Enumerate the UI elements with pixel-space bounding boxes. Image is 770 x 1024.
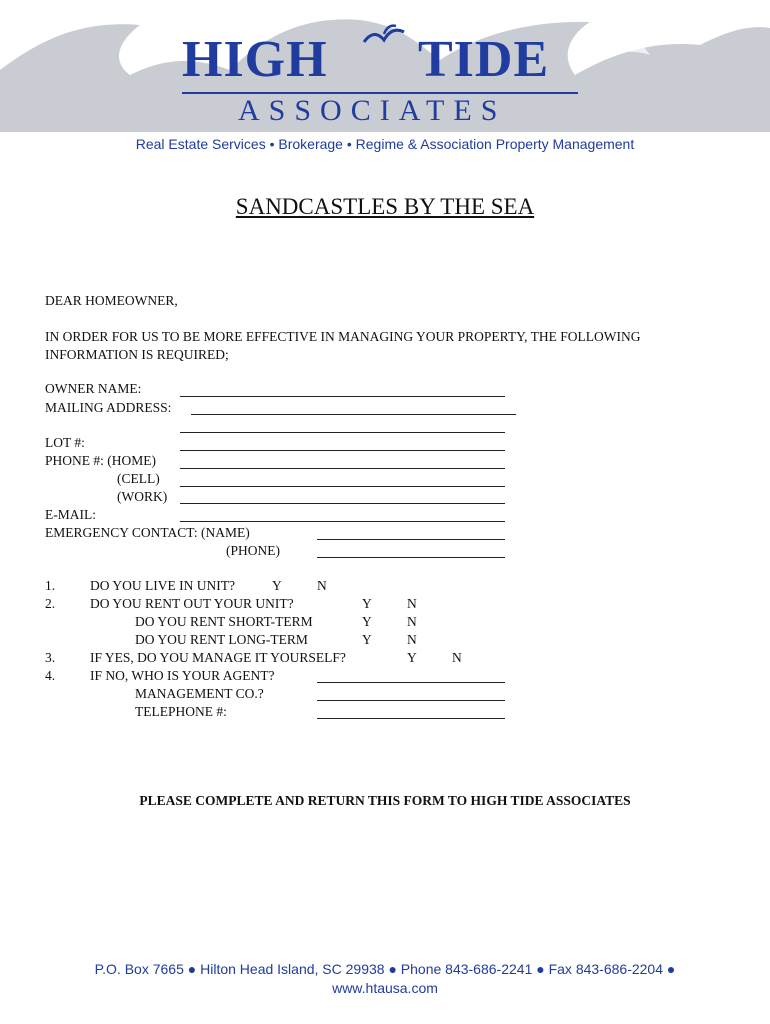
phone-cell-label: (CELL) xyxy=(117,471,160,486)
q2-text: DO YOU RENT OUT YOUR UNIT? xyxy=(90,596,294,611)
q2a-yes[interactable]: Y xyxy=(362,614,372,629)
emergency-phone-field[interactable] xyxy=(317,557,505,558)
page-title: SANDCASTLES BY THE SEA xyxy=(235,194,535,219)
intro-line-2: INFORMATION IS REQUIRED; xyxy=(45,347,229,362)
phone-work-label: (WORK) xyxy=(117,489,168,504)
emergency-name-label: EMERGENCY CONTACT: (NAME) xyxy=(45,525,250,540)
q4b-text: TELEPHONE #: xyxy=(135,704,227,719)
phone-cell-field[interactable] xyxy=(180,486,505,487)
q4b-telephone-field[interactable] xyxy=(317,718,505,719)
tagline: Real Estate Services • Brokerage • Regime & Association Property Management xyxy=(135,136,635,152)
q2-yes[interactable]: Y xyxy=(362,596,372,611)
phone-work-field[interactable] xyxy=(180,503,505,504)
q2b-yes[interactable]: Y xyxy=(362,632,372,647)
q2a-no[interactable]: N xyxy=(407,614,417,629)
q4-number: 4. xyxy=(45,668,56,683)
lot-field[interactable] xyxy=(180,450,505,451)
mailing-address-field[interactable] xyxy=(191,414,516,415)
q1-yes[interactable]: Y xyxy=(272,578,282,593)
closing-instruction: PLEASE COMPLETE AND RETURN THIS FORM TO HIGH TIDE ASSOCIATES xyxy=(139,793,631,808)
q3-no[interactable]: N xyxy=(452,650,462,665)
q4-text: IF NO, WHO IS YOUR AGENT? xyxy=(90,668,275,683)
q4-agent-field[interactable] xyxy=(317,682,505,683)
q1-text: DO YOU LIVE IN UNIT? xyxy=(90,578,235,593)
seagull-icon xyxy=(360,22,410,57)
owner-name-label: OWNER NAME: xyxy=(45,381,142,396)
q2b-no[interactable]: N xyxy=(407,632,417,647)
email-field[interactable] xyxy=(180,521,505,522)
mailing-address-label: MAILING ADDRESS: xyxy=(45,400,172,415)
logo-word-high: HIGH xyxy=(182,31,328,88)
phone-home-label: PHONE #: (HOME) xyxy=(45,453,156,468)
footer-address: P.O. Box 7665 ● Hilton Head Island, SC 29938 ● Phone 843-686-2241 ● Fax 843-686-2204 ● xyxy=(94,961,676,977)
q4a-text: MANAGEMENT CO.? xyxy=(135,686,264,701)
q3-number: 3. xyxy=(45,650,56,665)
emergency-phone-label: (PHONE) xyxy=(226,543,280,558)
email-label: E-MAIL: xyxy=(45,507,96,522)
footer-website[interactable]: www.htausa.com xyxy=(332,980,438,996)
emergency-name-field[interactable] xyxy=(317,539,505,540)
mailing-address-field-2[interactable] xyxy=(180,432,505,433)
q2-no[interactable]: N xyxy=(407,596,417,611)
salutation: DEAR HOMEOWNER, xyxy=(45,293,178,308)
logo-word-tide: TIDE xyxy=(418,31,550,88)
intro-line-1: IN ORDER FOR US TO BE MORE EFFECTIVE IN MANAGING YOUR PROPERTY, THE FOLLOWING xyxy=(45,329,641,344)
logo-subtitle: ASSOCIATES xyxy=(238,94,507,127)
q2a-text: DO YOU RENT SHORT-TERM xyxy=(135,614,313,629)
lot-label: LOT #: xyxy=(45,435,85,450)
q3-text: IF YES, DO YOU MANAGE IT YOURSELF? xyxy=(90,650,346,665)
q1-no[interactable]: N xyxy=(317,578,327,593)
q2b-text: DO YOU RENT LONG-TERM xyxy=(135,632,308,647)
q2-number: 2. xyxy=(45,596,56,611)
q4a-management-field[interactable] xyxy=(317,700,505,701)
q1-number: 1. xyxy=(45,578,56,593)
phone-home-field[interactable] xyxy=(180,468,505,469)
owner-name-field[interactable] xyxy=(180,396,505,397)
q3-yes[interactable]: Y xyxy=(407,650,417,665)
